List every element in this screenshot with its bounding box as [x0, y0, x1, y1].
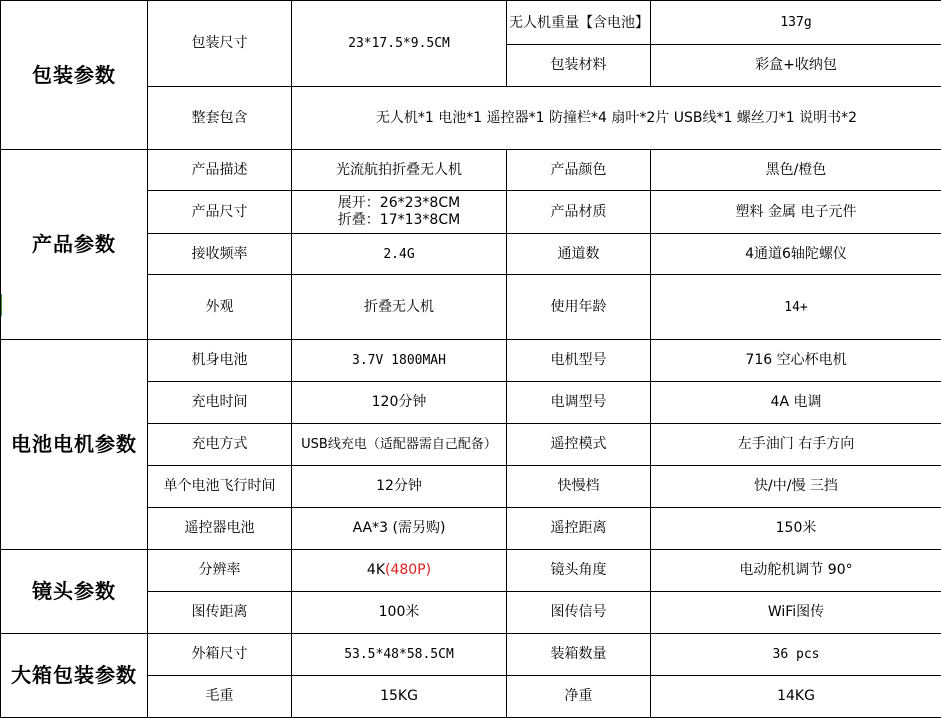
qty-label: 装箱数量	[507, 634, 651, 676]
resolution-value	[292, 550, 507, 592]
section-battery-motor: 电池电机参数	[1, 340, 148, 550]
speed-label: 快慢档	[507, 466, 651, 508]
esc-label: 电调型号	[507, 382, 651, 424]
angle-value: 电动舵机调节 90°	[651, 550, 941, 592]
motor-value: 716 空心杯电机	[651, 340, 941, 382]
net-weight-label: 净重	[507, 676, 651, 718]
look-label: 外观	[148, 275, 292, 340]
charge-time-label: 充电时间	[148, 382, 292, 424]
size-value	[292, 191, 507, 234]
material-value: 塑料 金属 电子元件	[651, 191, 941, 234]
net-weight-value: 14KG	[651, 676, 941, 718]
esc-value: 4A 电调	[651, 382, 941, 424]
material-label: 产品材质	[507, 191, 651, 234]
gross-weight-value: 15KG	[292, 676, 507, 718]
section-product: 产品参数	[1, 150, 148, 340]
freq-label: 接收频率	[148, 234, 292, 275]
size-folded: 折叠：17*13*8CM	[337, 212, 461, 228]
contents-label: 整套包含	[148, 87, 292, 150]
flight-time-value: 12分钟	[292, 466, 507, 508]
qty-value: 36 pcs	[651, 634, 941, 676]
rc-distance-label: 遥控距离	[507, 508, 651, 550]
rc-battery-label: 遥控器电池	[148, 508, 292, 550]
desc-value: 光流航拍折叠无人机	[292, 150, 507, 191]
rc-battery-value: AA*3 (需另购)	[292, 508, 507, 550]
section-lens: 镜头参数	[1, 550, 148, 634]
desc-label: 产品描述	[148, 150, 292, 191]
image-distance-label: 图传距离	[148, 592, 292, 634]
age-label: 使用年龄	[507, 275, 651, 340]
body-battery-label: 机身电池	[148, 340, 292, 382]
image-signal-value: WiFi图传	[651, 592, 941, 634]
resolution-main: 4K	[366, 562, 385, 578]
rc-mode-label: 遥控模式	[507, 424, 651, 466]
pack-size-label: 包装尺寸	[148, 1, 292, 87]
channels-label: 通道数	[507, 234, 651, 275]
pack-material-label: 包装材料	[507, 45, 651, 87]
flight-time-label: 单个电池飞行时间	[148, 466, 292, 508]
size-unfolded: 展开：26*23*8CM	[337, 195, 461, 211]
speed-value: 快/中/慢 三挡	[651, 466, 941, 508]
motor-label: 电机型号	[507, 340, 651, 382]
pack-material-value: 彩盒+收纳包	[651, 45, 941, 87]
age-value: 14+	[651, 275, 941, 340]
outer-size-label: 外箱尺寸	[148, 634, 292, 676]
contents-value: 无人机*1 电池*1 遥控器*1 防撞栏*4 扇叶*2片 USB线*1 螺丝刀*1 说明书*2	[292, 87, 941, 150]
section-packaging: 包装参数	[1, 1, 148, 150]
section-carton: 大箱包装参数	[1, 634, 148, 718]
rc-distance-value: 150米	[651, 508, 941, 550]
pack-size-value: 23*17.5*9.5CM	[292, 1, 507, 87]
look-value: 折叠无人机	[292, 275, 507, 340]
weight-value: 137g	[651, 1, 941, 45]
color-value: 黑色/橙色	[651, 150, 941, 191]
image-signal-label: 图传信号	[507, 592, 651, 634]
outer-size-value: 53.5*48*58.5CM	[292, 634, 507, 676]
resolution-note: (480P)	[385, 562, 432, 578]
angle-label: 镜头角度	[507, 550, 651, 592]
image-distance-value: 100米	[292, 592, 507, 634]
freq-value: 2.4G	[292, 234, 507, 275]
size-label: 产品尺寸	[148, 191, 292, 234]
channels-value: 4通道6轴陀螺仪	[651, 234, 941, 275]
gross-weight-label: 毛重	[148, 676, 292, 718]
resolution-label: 分辨率	[148, 550, 292, 592]
charge-mode-value: USB线充电（适配器需自己配备）	[292, 424, 507, 466]
color-label: 产品颜色	[507, 150, 651, 191]
rc-mode-value: 左手油门 右手方向	[651, 424, 941, 466]
weight-label: 无人机重量【含电池】	[507, 1, 651, 45]
body-battery-value: 3.7V 1800MAH	[292, 340, 507, 382]
charge-time-value: 120分钟	[292, 382, 507, 424]
charge-mode-label: 充电方式	[148, 424, 292, 466]
